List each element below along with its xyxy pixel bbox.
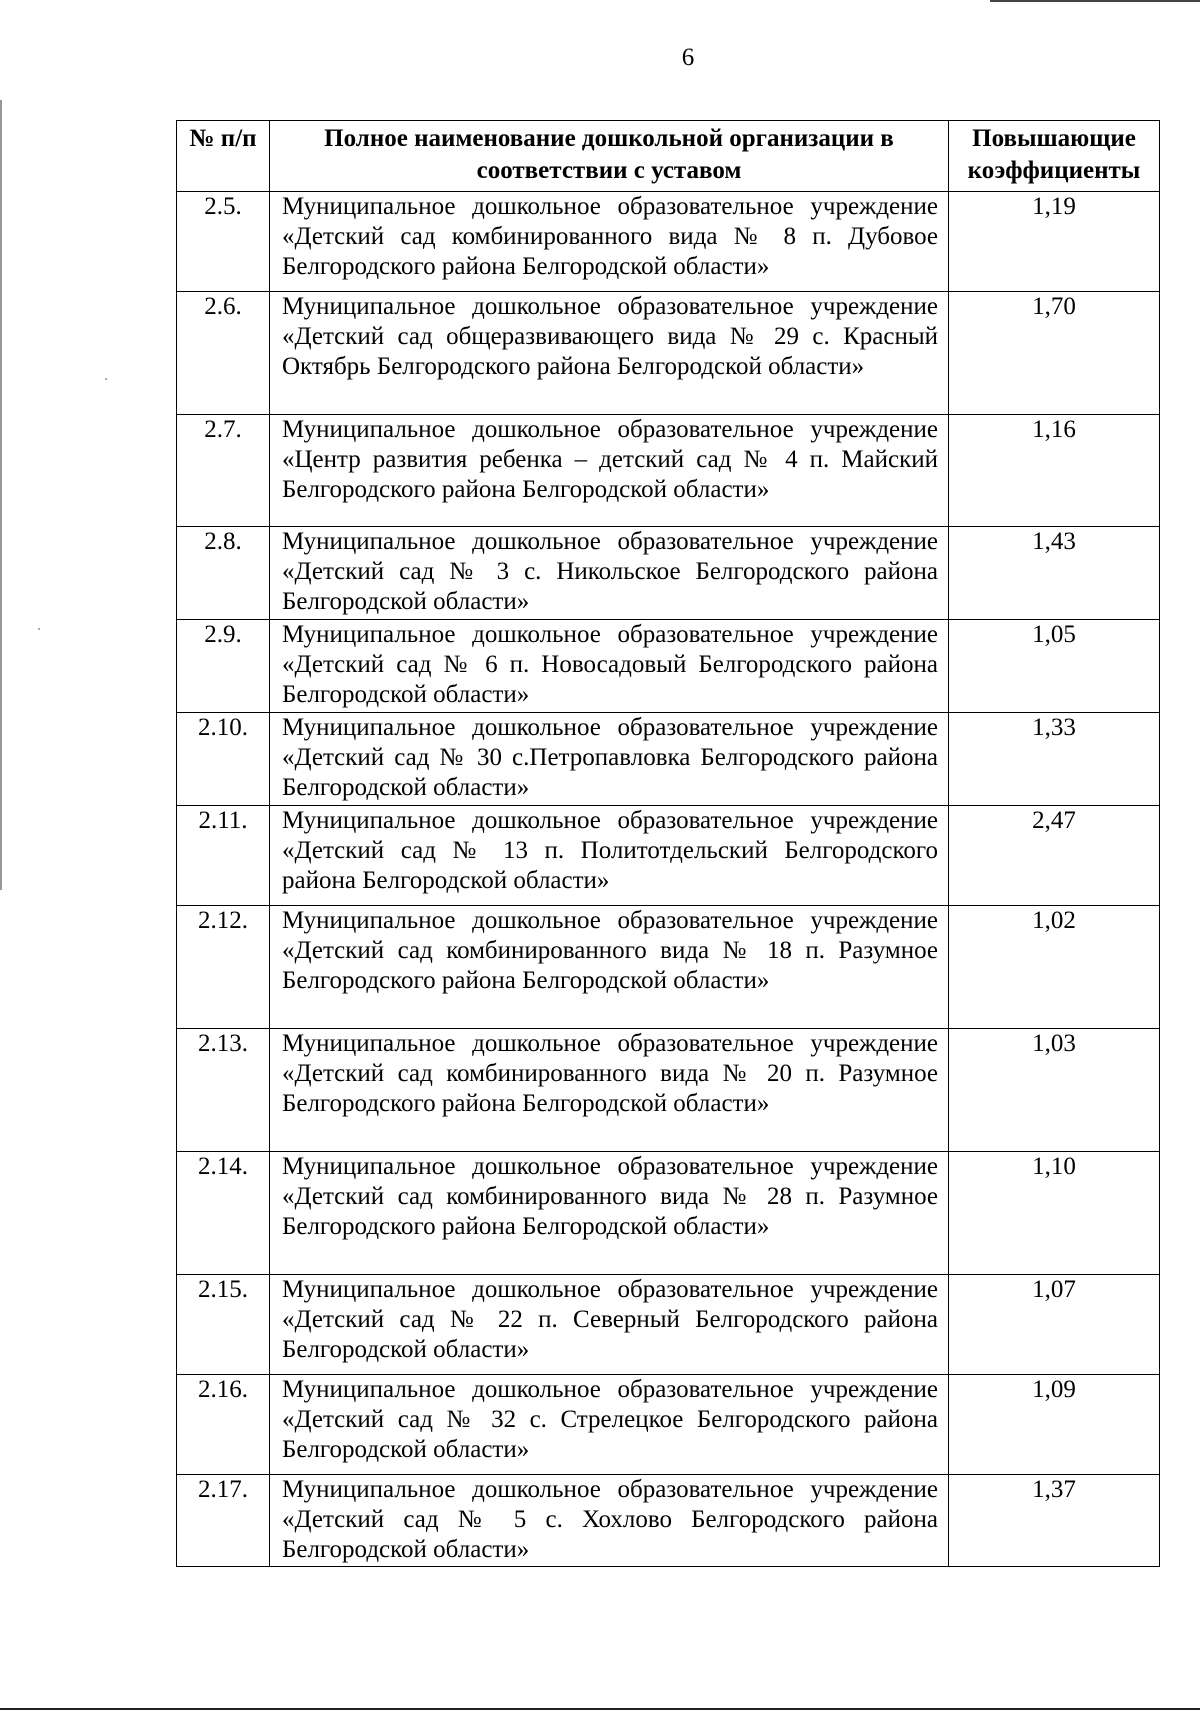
table-row (177, 527, 1160, 620)
row-num: 2.9. (177, 620, 270, 713)
row-num: 2.6. (177, 292, 270, 415)
row-num: 2.10. (177, 713, 270, 806)
row-coef: 1,33 (949, 713, 1160, 806)
header-num: № п/п (177, 121, 270, 192)
row-num: 2.12. (177, 906, 270, 1029)
row-coef: 2,47 (949, 806, 1160, 906)
table-row (177, 192, 1160, 292)
table-row (177, 1375, 1160, 1475)
table-row (177, 1475, 1160, 1567)
row-coef: 1,07 (949, 1275, 1160, 1375)
page-number: 6 (681, 44, 695, 71)
row-name: Муниципальное дошкольное образовательное учреждение «Детский сад общеразвивающего вида № 29 с. Красный Октябрь Белгородского района Белгородской области» (270, 292, 949, 415)
row-name: Муниципальное дошкольное образовательное учреждение «Детский сад комбинированного вида № 8 п. Дубовое Белгородского района Белгородской области» (270, 192, 949, 292)
row-name: Муниципальное дошкольное образовательное учреждение «Детский сад № 30 с.Петропавловка Белгородского района Белгородской области» (270, 713, 949, 806)
row-coef: 1,09 (949, 1375, 1160, 1475)
table-row (177, 713, 1160, 806)
row-num: 2.5. (177, 192, 270, 292)
row-coef: 1,19 (949, 192, 1160, 292)
table-header-row (177, 121, 1160, 192)
row-coef: 1,05 (949, 620, 1160, 713)
row-num: 2.15. (177, 1275, 270, 1375)
table-row (177, 292, 1160, 415)
scan-edge-bottom (0, 1708, 1200, 1710)
scan-edge-left (0, 100, 2, 890)
row-coef: 1,16 (949, 415, 1160, 527)
row-name: Муниципальное дошкольное образовательное учреждение «Детский сад комбинированного вида № 28 п. Разумное Белгородского района Белгородской области» (270, 1152, 949, 1275)
row-name: Муниципальное дошкольное образовательное учреждение «Центр развития ребенка – детский сад № 4 п. Майский Белгородского района Белгородской области» (270, 415, 949, 527)
row-name: Муниципальное дошкольное образовательное учреждение «Детский сад № 6 п. Новосадовый Белгородского района Белгородской области» (270, 620, 949, 713)
row-name: Муниципальное дошкольное образовательное учреждение «Детский сад № 13 п. Политотдельский Белгородского района Белгородской области» (270, 806, 949, 906)
row-num: 2.8. (177, 527, 270, 620)
row-num: 2.16. (177, 1375, 270, 1475)
row-num: 2.7. (177, 415, 270, 527)
row-name: Муниципальное дошкольное образовательное учреждение «Детский сад № 22 п. Северный Белгородского района Белгородской области» (270, 1275, 949, 1375)
table-row (177, 1152, 1160, 1275)
table-row (177, 806, 1160, 906)
row-num: 2.11. (177, 806, 270, 906)
table-row (177, 1029, 1160, 1152)
table-row (177, 906, 1160, 1029)
row-name: Муниципальное дошкольное образовательное учреждение «Детский сад № 3 с. Никольское Белгородского района Белгородской области» (270, 527, 949, 620)
row-coef: 1,10 (949, 1152, 1160, 1275)
row-num: 2.17. (177, 1475, 270, 1567)
row-name: Муниципальное дошкольное образовательное учреждение «Детский сад № 5 с. Хохлово Белгородского района Белгородской области» (270, 1475, 949, 1567)
table-row (177, 415, 1160, 527)
row-coef: 1,03 (949, 1029, 1160, 1152)
row-coef: 1,37 (949, 1475, 1160, 1567)
row-num: 2.14. (177, 1152, 270, 1275)
row-name: Муниципальное дошкольное образовательное учреждение «Детский сад комбинированного вида № 20 п. Разумное Белгородского района Белгородской области» (270, 1029, 949, 1152)
row-coef: 1,43 (949, 527, 1160, 620)
scan-edge-top (990, 0, 1200, 2)
row-name: Муниципальное дошкольное образовательное учреждение «Детский сад комбинированного вида № 18 п. Разумное Белгородского района Белгородской области» (270, 906, 949, 1029)
header-coef: Повышающие коэффициенты (949, 121, 1160, 192)
table-row (177, 1275, 1160, 1375)
coefficients-table (176, 120, 1160, 1567)
row-name: Муниципальное дошкольное образовательное учреждение «Детский сад № 32 с. Стрелецкое Белгородского района Белгородской области» (270, 1375, 949, 1475)
row-num: 2.13. (177, 1029, 270, 1152)
table-row (177, 620, 1160, 713)
row-coef: 1,70 (949, 292, 1160, 415)
row-coef: 1,02 (949, 906, 1160, 1029)
header-name: Полное наименование дошкольной организации в соответствии с уставом (270, 121, 949, 192)
scan-speck (38, 628, 40, 630)
scan-speck (105, 378, 107, 380)
